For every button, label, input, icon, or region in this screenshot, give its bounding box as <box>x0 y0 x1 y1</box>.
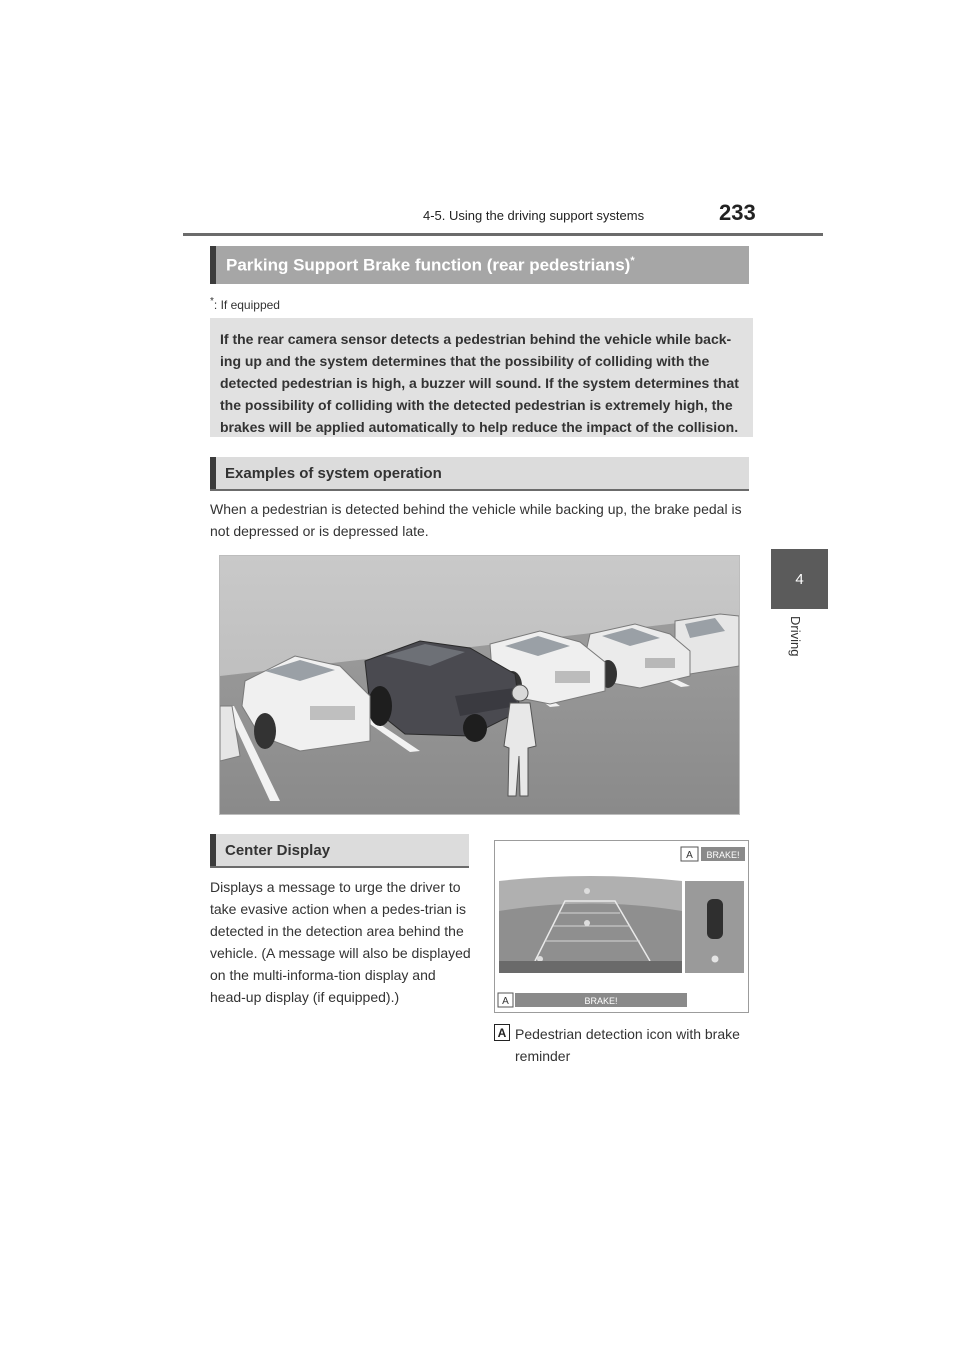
center-display-heading-text: Center Display <box>216 834 469 866</box>
label-a-bottom: A <box>502 996 509 1007</box>
footnote <box>210 296 280 312</box>
title-asterisk: * <box>630 254 635 267</box>
page-title-bar <box>210 246 749 284</box>
chapter-tab: 4 <box>771 549 828 609</box>
chapter-name: Driving <box>788 616 803 657</box>
ped-icon-mid <box>584 920 590 926</box>
examples-heading <box>210 457 749 491</box>
caption-text: Pedestrian detection icon with brake reminder <box>515 1026 740 1064</box>
footnote-text: : If equipped <box>213 298 280 312</box>
brake-top-text: BRAKE! <box>706 850 740 860</box>
label-a-top: A <box>686 850 693 861</box>
parking-scene-svg <box>220 556 739 814</box>
examples-heading-text: Examples of system operation <box>216 457 749 489</box>
caption-label: A <box>494 1024 510 1041</box>
brake-bottom-text: BRAKE! <box>584 996 618 1006</box>
display-svg <box>495 841 748 1012</box>
overhead-car <box>707 899 723 939</box>
camera-status-strip <box>499 961 682 973</box>
footnote-mark: * <box>210 296 214 307</box>
intro-box: If the rear camera sensor detects a pedestrian behind the vehicle while back-ing up and the system determines that the possibility of colliding with the detected pedestrian is high, a buzzer will sound. If the system determines that the possibility of colliding with the detected pedestrian is extremely high, the brakes will be applied automatically to help reduce the impact of the collision. <box>210 318 753 437</box>
page-number: 233 <box>719 200 756 225</box>
page-title <box>216 255 635 276</box>
parking-illustration <box>219 555 740 815</box>
center-display-paragraph: Displays a message to urge the driver to take evasive action when a pedes-trian is detected in the detection area behind the vehicle. (A message will also be displayed on the multi-informa-tion display and head-up display (if equipped).) <box>210 879 471 1005</box>
section-title: 4-5. Using the driving support systems <box>423 208 645 223</box>
center-display-screen <box>494 840 749 1013</box>
header-rule <box>183 233 823 236</box>
ped-icon-overhead <box>712 956 719 963</box>
ped-icon-far <box>584 888 590 894</box>
examples-paragraph: When a pedestrian is detected behind the vehicle while backing up, the brake pedal is not depressed or is depressed late. <box>210 501 742 539</box>
page-title-text: Parking Support Brake function (rear pedestrians) <box>226 255 631 275</box>
center-display-heading <box>210 834 469 868</box>
